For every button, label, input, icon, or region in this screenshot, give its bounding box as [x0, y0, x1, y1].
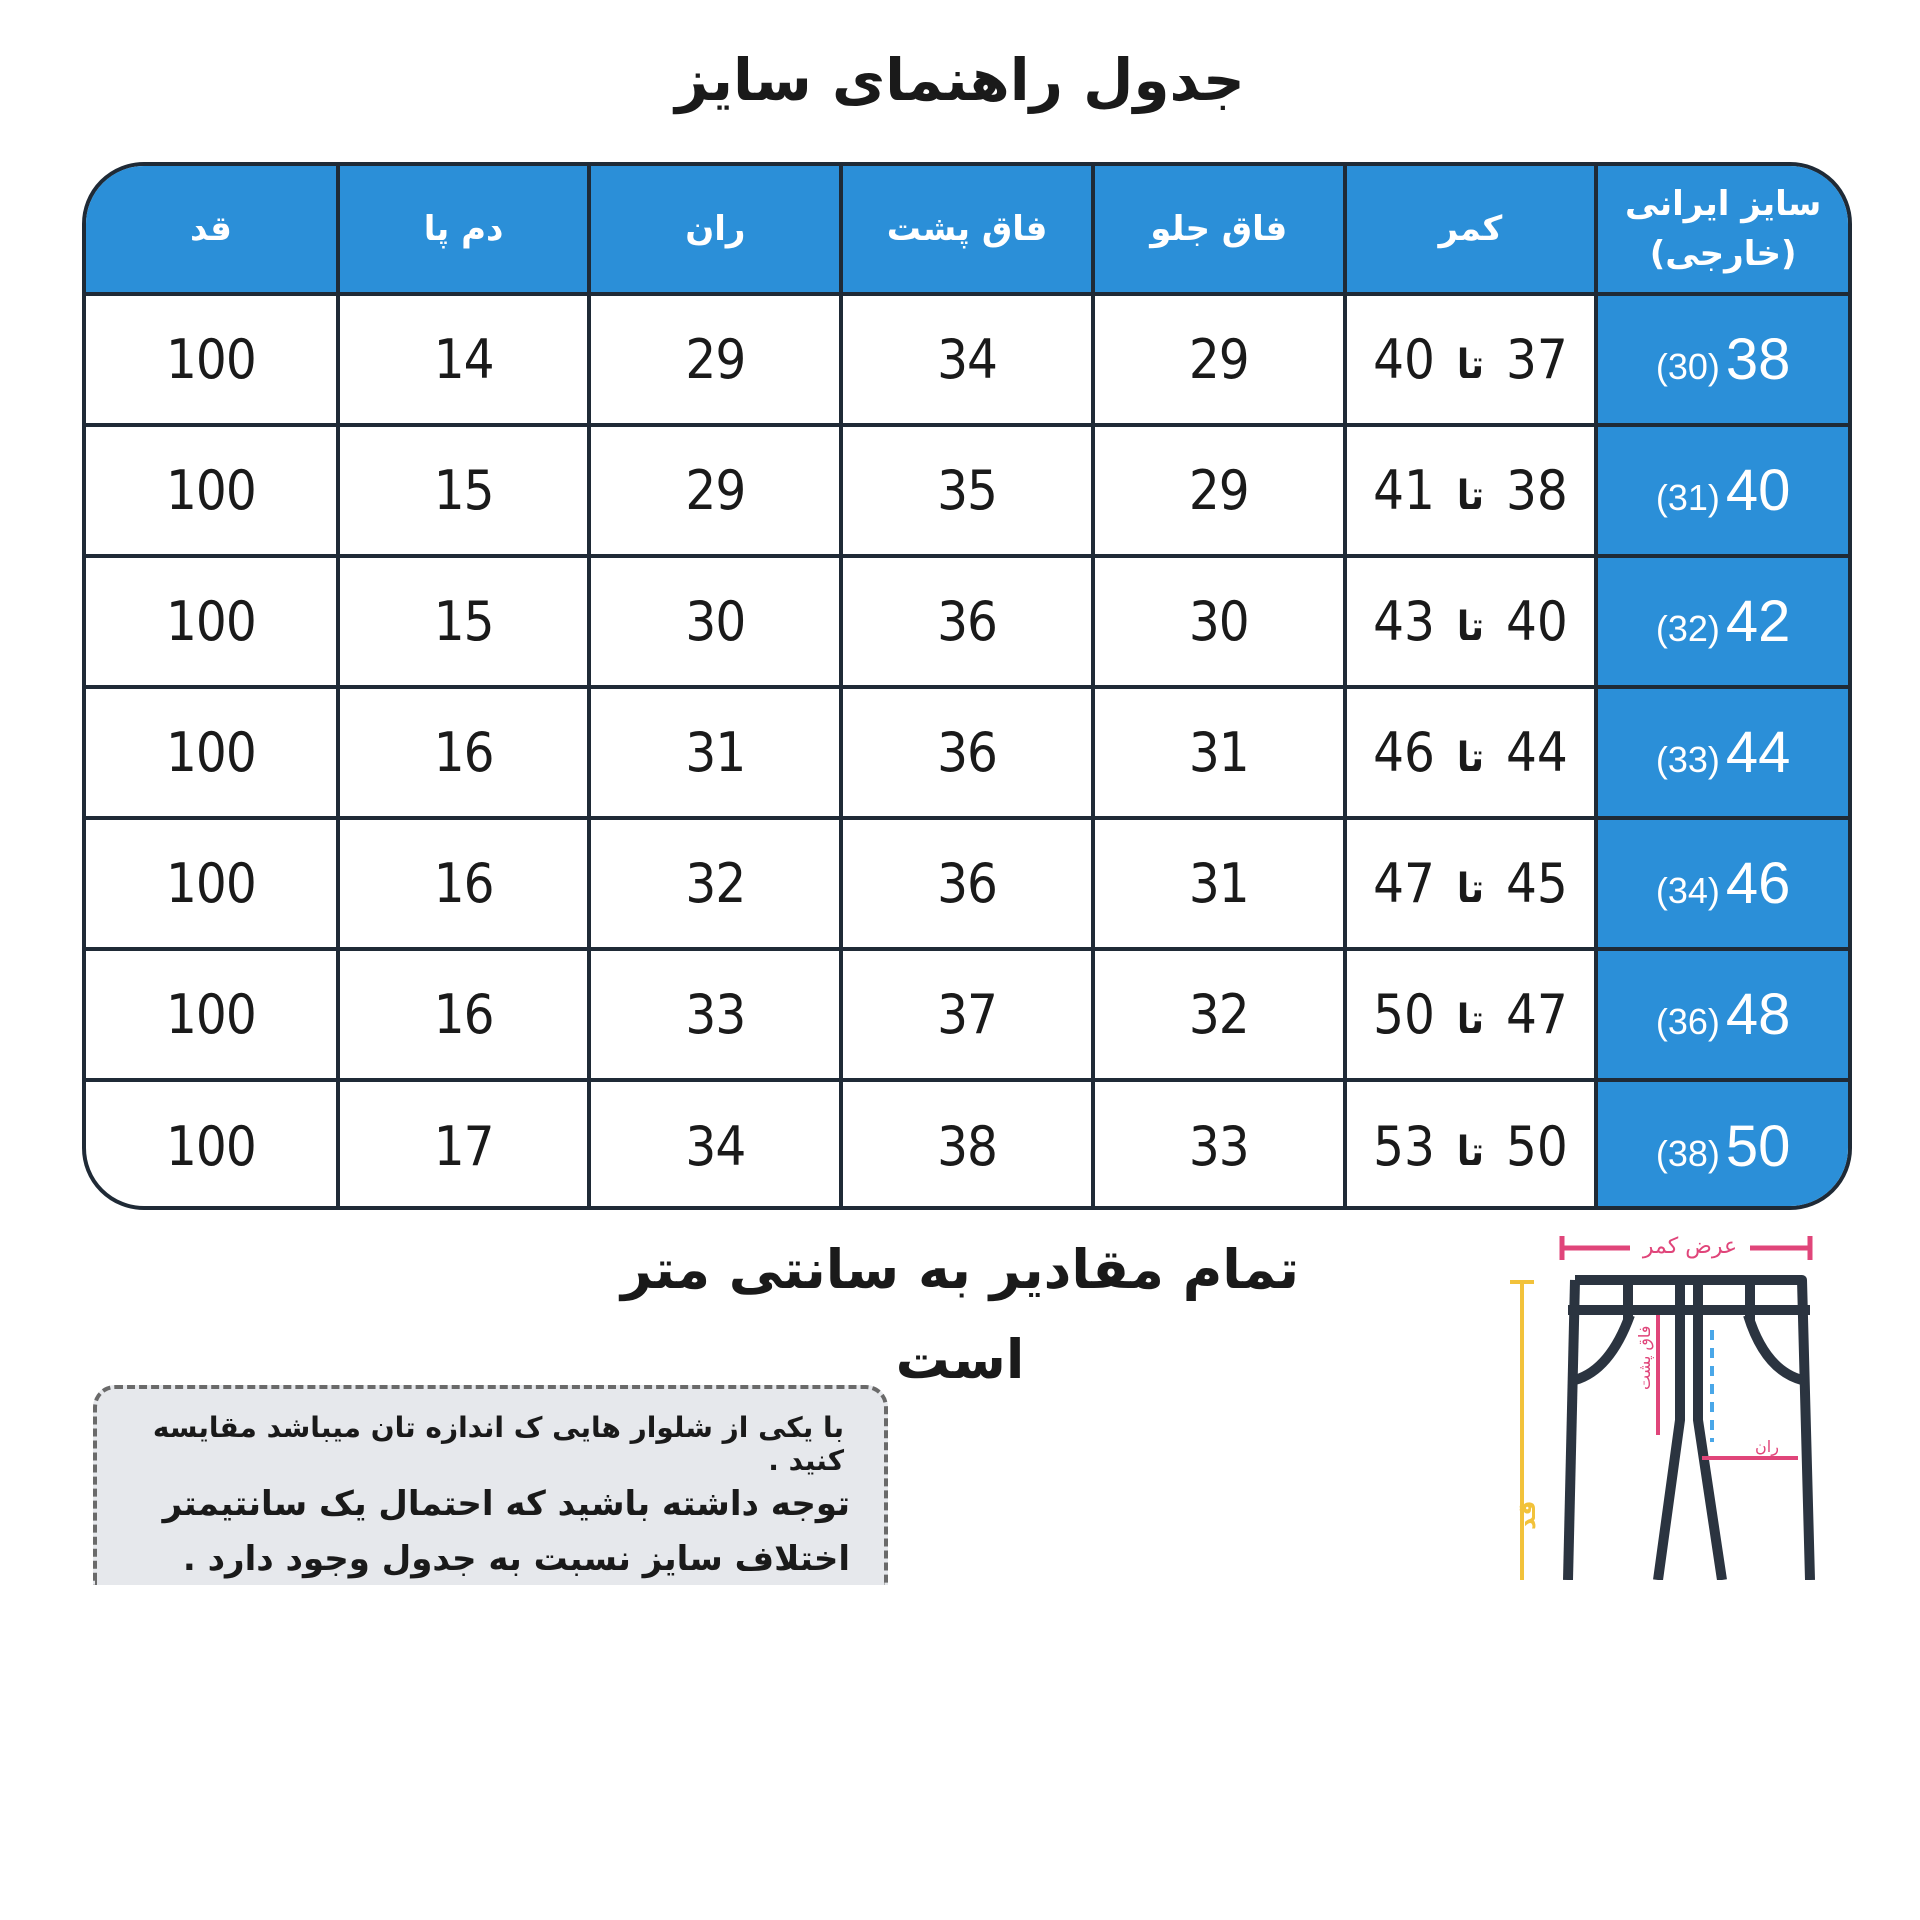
range-word: تا — [1456, 997, 1484, 1043]
fly-line — [1658, 1280, 1680, 1580]
table-row — [86, 949, 1848, 1080]
waist-from: 45 — [1505, 852, 1568, 915]
waist-from: 37 — [1505, 328, 1568, 391]
measurement-notice — [93, 1385, 888, 1585]
size-cell — [1596, 1080, 1848, 1210]
back-rise-cell: 36 — [841, 687, 1093, 818]
waist-cell — [1345, 425, 1597, 556]
waist-from: 44 — [1505, 721, 1568, 784]
table-row — [86, 425, 1848, 556]
header-height: قد — [86, 166, 338, 294]
waist-cell — [1345, 949, 1597, 1080]
size-cell — [1596, 949, 1848, 1080]
back-rise-cell: 36 — [841, 556, 1093, 687]
waist-to: 41 — [1373, 459, 1435, 522]
header-waist: کمر — [1345, 166, 1597, 294]
range-word: تا — [1456, 866, 1484, 912]
header-back-rise: فاق پشت — [841, 166, 1093, 294]
hem-cell: 15 — [338, 556, 590, 687]
thigh-cell: 33 — [589, 949, 841, 1080]
size-cell — [1596, 425, 1848, 556]
waist-to: 47 — [1373, 852, 1435, 915]
front-rise-cell: 33 — [1093, 1080, 1345, 1210]
waist-to: 53 — [1373, 1115, 1435, 1178]
thigh-cell: 29 — [589, 425, 841, 556]
front-rise-cell: 29 — [1093, 425, 1345, 556]
right-pocket — [1748, 1315, 1802, 1380]
range-word: تا — [1456, 342, 1484, 388]
height-cell: 100 — [86, 818, 338, 949]
hem-cell: 14 — [338, 294, 590, 425]
notice-line-2: توجه داشته باشید که احتمال یک سانتیمتر — [162, 1484, 850, 1524]
size-cell — [1596, 818, 1848, 949]
table-header-row — [86, 166, 1848, 294]
waist-cell — [1345, 1080, 1597, 1210]
iran-size: 38 — [1725, 327, 1791, 392]
waist-to: 50 — [1373, 983, 1435, 1046]
range-word: تا — [1456, 473, 1484, 519]
back-rise-cell: 35 — [841, 425, 1093, 556]
iran-size: 42 — [1725, 589, 1791, 654]
header-front-rise: فاق جلو — [1093, 166, 1345, 294]
waist-to: 43 — [1373, 590, 1435, 653]
foreign-size: (33) — [1655, 739, 1720, 780]
table-row — [86, 556, 1848, 687]
trousers-left-edge — [1568, 1280, 1575, 1580]
waist-width-label: عرض کمر — [1642, 1234, 1738, 1259]
unit-note: تمام مقادیر به سانتی متر است — [620, 1238, 1300, 1391]
thigh-cell: 34 — [589, 1080, 841, 1210]
waist-cell — [1345, 687, 1597, 818]
back-rise-cell: 38 — [841, 1080, 1093, 1210]
trousers-outline — [1568, 1280, 1810, 1580]
header-size-line1: سایز ایرانی — [1624, 184, 1822, 224]
hem-cell: 15 — [338, 425, 590, 556]
notice-line-1: با یکی از شلوار هایی ک اندازه تان میباشد مقایسه کنید . — [152, 1411, 844, 1477]
table-row — [86, 687, 1848, 818]
waist-cell — [1345, 294, 1597, 425]
foreign-size: (36) — [1655, 1001, 1720, 1042]
header-size-line2: (خارجی) — [1649, 234, 1797, 274]
front-rise-cell: 30 — [1093, 556, 1345, 687]
back-rise-label: فاق پشت — [1635, 1325, 1654, 1390]
thigh-label: ران — [1755, 1437, 1779, 1456]
table-row — [86, 1080, 1848, 1210]
waist-from: 40 — [1505, 590, 1568, 653]
size-cell — [1596, 294, 1848, 425]
iran-size: 44 — [1725, 720, 1791, 785]
foreign-size: (30) — [1655, 346, 1720, 387]
thigh-cell: 32 — [589, 818, 841, 949]
waist-from: 47 — [1505, 983, 1568, 1046]
height-cell: 100 — [86, 949, 338, 1080]
hem-cell: 16 — [338, 949, 590, 1080]
hem-cell: 17 — [338, 1080, 590, 1210]
notice-line-3: اختلاف سایز نسبت به جدول وجود دارد . — [182, 1539, 850, 1579]
front-rise-cell: 31 — [1093, 818, 1345, 949]
height-cell: 100 — [86, 294, 338, 425]
waist-cell — [1345, 556, 1597, 687]
back-rise-cell: 36 — [841, 818, 1093, 949]
table-row — [86, 294, 1848, 425]
hem-cell: 16 — [338, 818, 590, 949]
trousers-diagram — [1480, 1220, 1830, 1580]
header-size — [1596, 166, 1848, 294]
range-word: تا — [1456, 604, 1484, 650]
thigh-cell: 29 — [589, 294, 841, 425]
hem-cell: 16 — [338, 687, 590, 818]
height-cell: 100 — [86, 556, 338, 687]
front-rise-cell: 29 — [1093, 294, 1345, 425]
header-thigh: ران — [589, 166, 841, 294]
range-word: تا — [1456, 735, 1484, 781]
waist-cell — [1345, 818, 1597, 949]
size-cell — [1596, 556, 1848, 687]
size-table-grid — [86, 166, 1848, 1210]
range-word: تا — [1456, 1129, 1484, 1175]
iran-size: 46 — [1725, 851, 1791, 916]
back-rise-cell: 37 — [841, 949, 1093, 1080]
height-cell: 100 — [86, 425, 338, 556]
foreign-size: (34) — [1655, 870, 1720, 911]
iran-size: 48 — [1725, 982, 1791, 1047]
table-row — [86, 818, 1848, 949]
height-label: قد — [1513, 1500, 1541, 1530]
front-rise-cell: 32 — [1093, 949, 1345, 1080]
waist-from: 50 — [1505, 1115, 1568, 1178]
iran-size: 40 — [1725, 458, 1791, 523]
page-title: جدول راهنمای سایز — [675, 46, 1245, 114]
iran-size: 50 — [1725, 1114, 1791, 1179]
size-cell — [1596, 687, 1848, 818]
thigh-cell: 31 — [589, 687, 841, 818]
size-table — [82, 162, 1852, 1210]
front-rise-cell: 31 — [1093, 687, 1345, 818]
back-rise-cell: 34 — [841, 294, 1093, 425]
header-hem: دم پا — [338, 166, 590, 294]
left-pocket — [1575, 1315, 1630, 1380]
thigh-cell: 30 — [589, 556, 841, 687]
foreign-size: (31) — [1655, 477, 1720, 518]
height-cell: 100 — [86, 1080, 338, 1210]
trousers-right-edge — [1575, 1280, 1810, 1580]
foreign-size: (38) — [1655, 1133, 1720, 1174]
waist-to: 40 — [1373, 328, 1435, 391]
height-cell: 100 — [86, 687, 338, 818]
waist-from: 38 — [1505, 459, 1568, 522]
foreign-size: (32) — [1655, 608, 1720, 649]
waist-to: 46 — [1373, 721, 1435, 784]
